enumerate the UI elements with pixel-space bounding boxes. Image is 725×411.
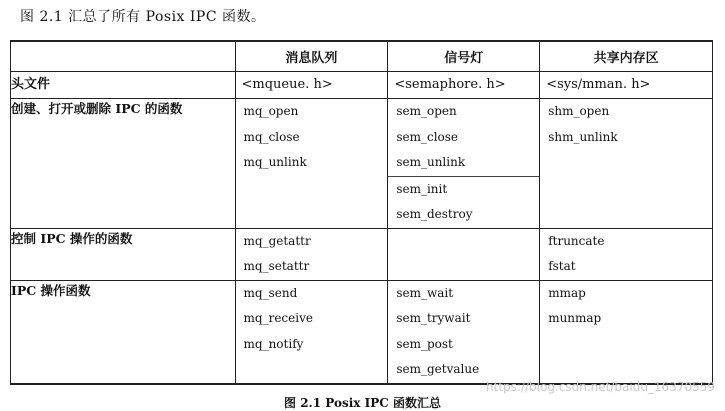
list-item: sem_close	[396, 129, 459, 144]
table-row	[11, 228, 713, 280]
header-file-row	[11, 72, 713, 99]
header-semaphore: 信号灯	[388, 41, 540, 72]
row-label: IPC 操作函数	[11, 280, 236, 384]
list-item: munmap	[548, 311, 602, 325]
list-item: sem_getvalue	[396, 362, 480, 376]
list-item: sem_wait	[396, 285, 454, 300]
list-item: sem_open	[396, 104, 457, 118]
list-item: mq_unlink	[243, 155, 307, 169]
list-item: mq_open	[243, 104, 299, 118]
list-item: sem_post	[396, 336, 453, 351]
list-item: mq_close	[243, 129, 300, 144]
list-item: mq_getattr	[243, 233, 311, 248]
list-item: sem_init	[388, 176, 539, 203]
shm-header-file: <sys/mman. h>	[546, 77, 651, 92]
list-item: sem_unlink	[396, 155, 466, 169]
table-row	[11, 99, 713, 229]
list-item: shm_open	[548, 104, 610, 118]
posix-ipc-table	[10, 40, 713, 385]
watermark: https://blog.csdn.net/baidu_16370559	[486, 380, 715, 394]
table-header-row	[11, 41, 713, 72]
header-file-label: 头文件	[11, 77, 51, 92]
header-shared-memory: 共享内存区	[540, 41, 713, 72]
list-item: mq_notify	[243, 336, 304, 351]
list-item: sem_trywait	[396, 311, 471, 325]
figure-caption: 图 2.1 Posix IPC 函数汇总	[284, 396, 441, 410]
list-item: mq_setattr	[243, 259, 310, 273]
list-item: mmap	[548, 285, 586, 300]
mq-header-file: <mqueue. h>	[241, 77, 333, 92]
table-row	[11, 280, 713, 384]
list-item: mq_receive	[243, 311, 313, 325]
header-blank	[11, 41, 236, 72]
intro-text: 图 2.1 汇总了所有 Posix IPC 函数。	[20, 9, 266, 25]
list-item: mq_send	[243, 285, 298, 300]
row-label: 控制 IPC 操作的函数	[11, 228, 236, 280]
row-label: 创建、打开或删除 IPC 的函数	[11, 99, 236, 229]
sem-header-file: <semaphore. h>	[394, 77, 506, 92]
header-message-queue: 消息队列	[235, 41, 388, 72]
list-item: fstat	[548, 259, 576, 273]
list-item: shm_unlink	[548, 129, 618, 144]
list-item: sem_destroy	[396, 207, 473, 221]
list-item: ftruncate	[548, 233, 605, 248]
